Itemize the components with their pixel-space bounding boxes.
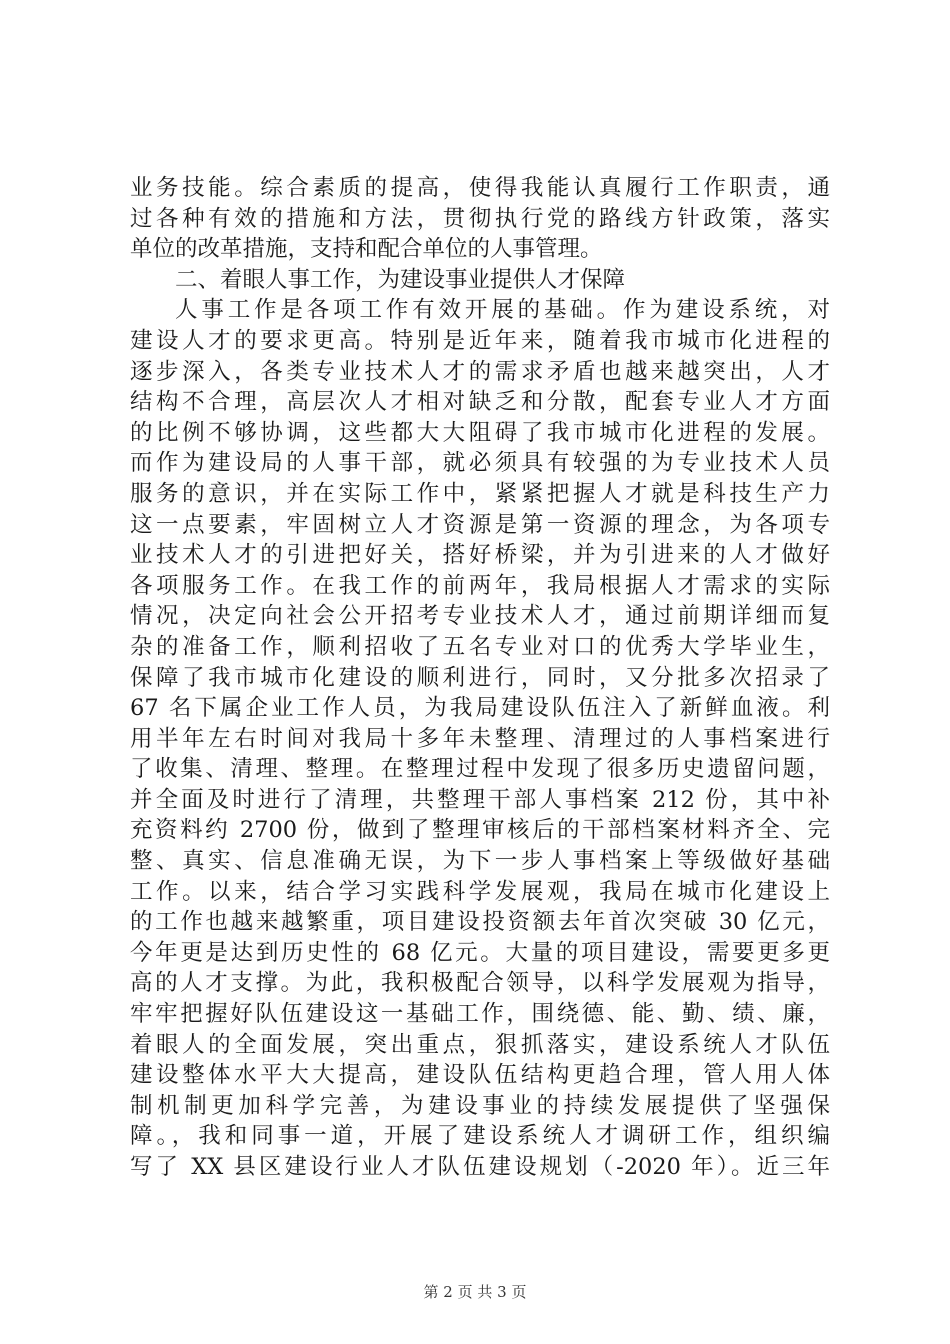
text-line: 高的人才支撑。为此，我积极配合领导，以科学发展观为指导，	[130, 970, 830, 997]
text-line: 而作为建设局的人事干部，就必须具有较强的为专业技术人员	[130, 450, 830, 477]
text-line: 人事工作是各项工作有效开展的基础。作为建设系统，对	[175, 297, 830, 324]
text-line: 过各种有效的措施和方法，贯彻执行党的路线方针政策，落实	[130, 205, 830, 232]
text-line: 业技术人才的引进把好关，搭好桥梁，并为引进来的人才做好	[130, 542, 830, 569]
text-line: 二、着眼人事工作，为建设事业提供人才保障	[175, 266, 626, 293]
text-line: 充资料约 2700 份，做到了整理审核后的干部档案材料齐全、完	[130, 817, 830, 844]
body-text	[130, 173, 830, 1183]
text-line: 各项服务工作。在我工作的前两年，我局根据人才需求的实际	[130, 572, 830, 599]
text-line: 服务的意识，并在实际工作中，紧紧把握人才就是科技生产力	[130, 480, 830, 507]
text-line: 情况，决定向社会公开招考专业技术人才，通过前期详细而复	[130, 603, 830, 630]
text-line: 业务技能。综合素质的提高，使得我能认真履行工作职责，通	[130, 175, 830, 201]
text-line: 工作。以来，结合学习实践科学发展观，我局在城市化建设上	[130, 878, 830, 905]
text-line: 用半年左右时间对我局十多年未整理、清理过的人事档案进行	[130, 725, 830, 752]
text-line: 写了 XX 县区建设行业人才队伍建设规划（-2020 年）。近三年	[130, 1154, 830, 1180]
text-line: 制机制更加科学完善，为建设事业的持续发展提供了坚强保	[130, 1092, 830, 1119]
page-footer: 第 2 页 共 3 页	[423, 1283, 527, 1301]
text-line: 整、真实、信息准确无误，为下一步人事档案上等级做好基础	[130, 848, 830, 875]
text-line: 逐步深入，各类专业技术人才的需求矛盾也越来越突出，人才	[130, 358, 830, 385]
text-line: 建设人才的要求更高。特别是近年来，随着我市城市化进程的	[130, 327, 830, 354]
text-line: 了收集、清理、整理。在整理过程中发现了很多历史遗留问题，	[130, 756, 830, 783]
text-line: 今年更是达到历史性的 68 亿元。大量的项目建设，需要更多更	[130, 939, 830, 966]
text-line: 单位的改革措施，支持和配合单位的人事管理。	[130, 236, 603, 263]
text-line: 建设整体水平大大提高，建设队伍结构更趋合理，管人用人体	[130, 1062, 830, 1089]
text-line: 牢牢把握好队伍建设这一基础工作，围绕德、能、勤、绩、廉，	[130, 1001, 830, 1028]
text-line: 障。，我和同事一道，开展了建设系统人才调研工作，组织编	[130, 1123, 830, 1150]
text-line: 保障了我市城市化建设的顺利进行，同时，又分批多次招录了	[130, 664, 830, 691]
text-line: 的比例不够协调，这些都大大阻碍了我市城市化进程的发展。	[130, 419, 830, 446]
text-line: 结构不合理，高层次人才相对缺乏和分散，配套专业人才方面	[130, 389, 830, 416]
text-line: 并全面及时进行了清理，共整理干部人事档案 212 份，其中补	[130, 786, 830, 813]
text-line: 的工作也越来越繁重，项目建设投资额去年首次突破 30 亿元，	[130, 909, 830, 936]
text-line: 这一点要素，牢固树立人才资源是第一资源的理念，为各项专	[130, 511, 830, 538]
text-line: 67 名下属企业工作人员，为我局建设队伍注入了新鲜血液。利	[130, 695, 830, 722]
text-line: 杂的准备工作，顺利招收了五名专业对口的优秀大学毕业生，	[130, 633, 830, 660]
text-line: 着眼人的全面发展，突出重点，狠抓落实，建设系统人才队伍	[130, 1031, 830, 1058]
